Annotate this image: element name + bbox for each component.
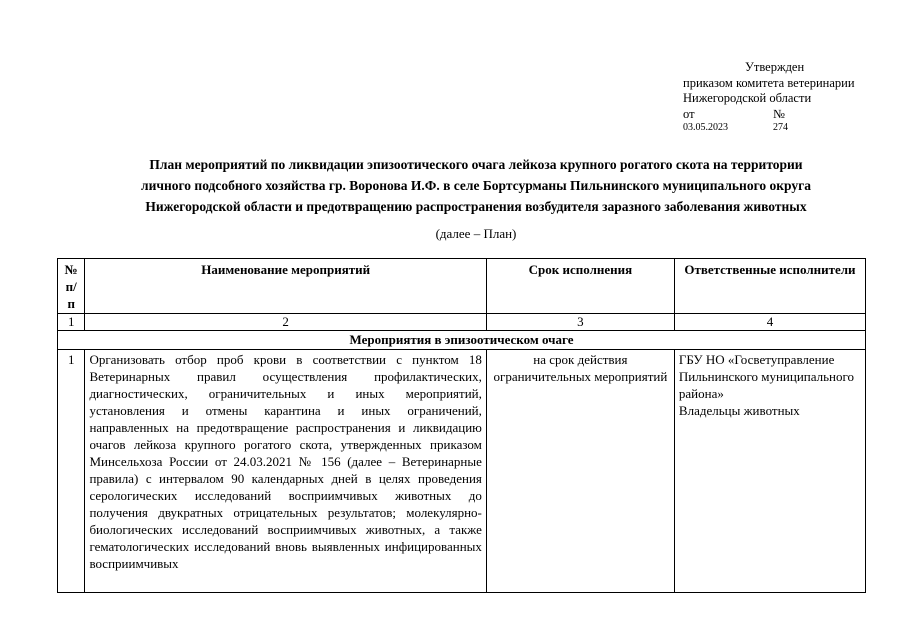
responsible-owners: Владельцы животных — [678, 403, 800, 418]
from-label: от — [683, 106, 695, 121]
document-subtitle: (далее – План) — [435, 226, 517, 241]
activity-term: на срок действия ограничительных мероприятий — [486, 350, 674, 593]
column-index: 4 — [674, 314, 865, 331]
document-title — [60, 154, 892, 217]
number-label: № — [773, 106, 785, 121]
title-line-1: План мероприятий по ликвидации эпизоотического очага лейкоза крупного рогатого скота на территории — [149, 157, 803, 172]
approval-region-line: Нижегородской области — [683, 91, 812, 105]
table-row — [58, 350, 866, 593]
approval-heading: Утвержден — [745, 60, 805, 74]
responsible-agency: ГБУ НО «Госветуправление Пильнинского муниципального района» — [678, 352, 854, 401]
activity-description: Организовать отбор проб крови в соответствии с пунктом 18 Ветеринарных правил осуществления профилактических, диагностических, ограничительных и иных мероприятий, установления и отмены карантина и иных ограничений, направленных на предотвращение распространения и ликвидацию очагов лейкоза крупного рогатого скота, утвержденных приказом Минсельхоза России от 24.03.2021 № 156 (далее – Ветеринарные правила) с интервалом 90 календарных дней в целях проведения серологических исследований восприимчивых животных до получения двукратных отрицательных результатов; молекулярно-биологических исследований восприимчивых животных, а также гематологических исследований вновь выявленных инфицированных восприимчивых — [85, 350, 486, 593]
header-resp: Ответственные исполнители — [674, 259, 865, 314]
approval-block — [683, 60, 893, 133]
header-term: Срок исполнения — [486, 259, 674, 314]
approval-values-row — [683, 122, 893, 133]
column-index: 1 — [58, 314, 85, 331]
activity-responsible — [674, 350, 865, 593]
approval-labels-row — [683, 107, 893, 123]
header-num: № п/п — [58, 259, 85, 314]
plan-table — [57, 258, 866, 593]
title-line-3: Нижегородской области и предотвращению распространения возбудителя заразного заболевания животных — [145, 199, 807, 214]
order-number: 274 — [773, 122, 788, 133]
column-index: 3 — [486, 314, 674, 331]
order-date: 03.05.2023 — [683, 122, 728, 133]
header-name: Наименование мероприятий — [85, 259, 486, 314]
title-line-2: личного подсобного хозяйства гр. Воронова И.Ф. в селе Бортсурманы Пильнинского муниципального округа — [141, 178, 811, 193]
table-header-row — [58, 259, 866, 314]
section-title: Мероприятия в эпизоотическом очаге — [58, 331, 866, 350]
row-number: 1 — [58, 350, 85, 593]
section-row — [58, 331, 866, 350]
column-index-row — [58, 314, 866, 331]
column-index: 2 — [85, 314, 486, 331]
approval-order-line: приказом комитета ветеринарии — [683, 75, 855, 90]
